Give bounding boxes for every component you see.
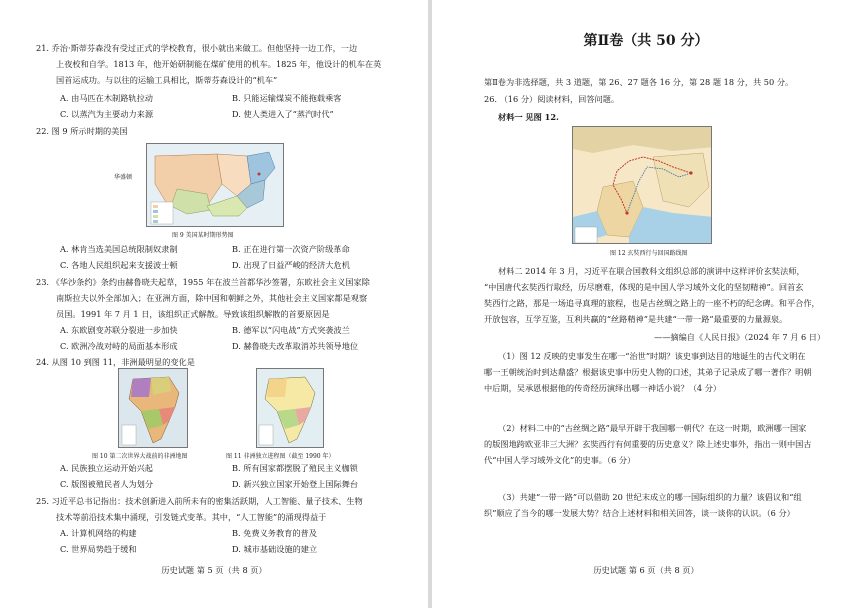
page-footer-left: 历史试题 第 5 页（共 8 页）	[161, 565, 267, 575]
q23-stem-line2: 南斯拉夫以外全部加入；在亚洲方面，除中国和朝鲜之外，其他社会主义国家都是观察	[56, 293, 368, 303]
q22-option-d: D. 出现了日益严峻的经济大危机	[232, 260, 350, 270]
q23-option-c: C. 欧洲冷战对峙的局面基本形成	[60, 341, 178, 351]
q21-option-a: A. 由马匹在木制路轨拉动	[60, 93, 153, 103]
q23-option-a: A. 东欧剧变苏联分裂进一步加快	[60, 325, 178, 335]
africa-map-figure10	[118, 368, 188, 448]
q25-stem-line2: 技术等前沿技术集中涌现，引发链式变革。其中，“人工智能”的涌现得益于	[56, 512, 327, 522]
figure11-caption: 图 11 非洲独立进程图（截至 1990 年）	[226, 453, 335, 460]
q25-option-b: B. 免费义务教育的普及	[232, 528, 317, 538]
figure9-caption: 图 9 美国某时期形势图	[172, 232, 234, 239]
q25-option-d: D. 城市基础设施的建立	[232, 544, 318, 554]
material-2-line2: “中国唐代玄奘西行取经，历尽磨难，体现的是中国人学习域外文化的坚韧精神”。回首玄	[484, 282, 804, 292]
question-2-line1: （2）材料二中的“古丝绸之路”最早开辟于我国哪一朝代？在这一时期，欧洲哪一国家	[498, 423, 807, 433]
question-2-line2: 的版图地跨欧亚非三大洲？玄奘西行有何重要的历史意义？除上述史事外，指出一则中国古	[484, 439, 812, 449]
question-2-line3: 代“中国人学习域外文化”的史事。（6 分）	[484, 455, 636, 465]
material-2-line3: 奘西行之路，那是一场追寻真理的旅程，也是古丝绸之路上的一座不朽的纪念碑。和平合作，	[484, 298, 820, 308]
q24-option-d: D. 新兴独立国家开始登上国际舞台	[232, 479, 359, 489]
q21-stem-line3: 国首运成功。与以往的运输工具相比，斯蒂芬森设计的“机车”	[56, 75, 278, 85]
xuanzang-route-map	[572, 126, 712, 244]
q25-option-c: C. 世界局势趋于缓和	[60, 544, 137, 554]
q22-option-a: A. 林肯当选美国总统限制奴隶制	[60, 244, 178, 254]
q24-option-a: A. 民族独立运动开始兴起	[60, 463, 153, 473]
material-2-line1: 材料二 2014 年 3 月，习近平在联合国教科文组织总部的演讲中这样评价玄奘法师，	[498, 266, 805, 276]
q23-option-b: B. 德军以“闪电战”方式突袭波兰	[232, 325, 350, 335]
question-3-line1: （3）共建“一带一路”可以借助 20 世纪末成立的哪一国际组织的力量？该倡议和“组	[498, 492, 802, 502]
africa-map-figure11	[256, 368, 324, 448]
q23-stem-line3: 员国。1991 年 7 月 1 日，该组织正式解散。导致该组织解散的首要原因是	[56, 309, 330, 319]
q21-stem-line1: 21. 乔治·斯蒂芬森没有受过正式的学校教育，很小就出来做工。但他坚持一边工作，一边	[36, 43, 358, 53]
q21-option-d: D. 使人类进入了“蒸汽时代”	[232, 109, 334, 119]
q22-option-c: C. 各地人民组织起来支援波士顿	[60, 260, 178, 270]
q21-stem-line2: 上夜校和自学。1813 年，他开始研制能在煤矿使用的机车。1825 年，他设计的机车在英	[56, 59, 382, 69]
question-1-line2: 哪一王朝统治时到达鼎盛？根据该史事中历史人物的口述，其弟子记录成了哪一著作？明朝	[484, 367, 812, 377]
q23-stem-line1: 23. 《华沙条约》条约由赫鲁晓夫起草，1955 年在波兰首都华沙签署，东欧社会主义国家除	[36, 277, 370, 287]
q25-stem-line1: 25. 习近平总书记指出：技术创新进入前所未有的密集活跃期，人工智能、量子技术、生物	[36, 496, 363, 506]
q24-stem: 24. 从图 10 到图 11，非洲最明显的变化是	[36, 357, 195, 367]
material-2-source: ——摘编自《人民日报》（2024 年 7 月 6 日）	[654, 332, 826, 342]
left-page	[0, 0, 428, 608]
q23-option-d: D. 赫鲁晓夫改革取消苏共领导地位	[232, 341, 359, 351]
q22-option-b: B. 正在进行第一次资产阶级革命	[232, 244, 350, 254]
question-1-line1: （1）图 12 反映的史事发生在哪一“治世”时期？该史事到达目的地诞生的古代文明在	[498, 351, 806, 361]
q24-option-b: B. 所有国家都摆脱了殖民主义枷锁	[232, 463, 358, 473]
figure12-caption: 图 12 玄奘西行与回国路线图	[610, 250, 688, 257]
section-title: 第Ⅱ卷（共 50 分）	[583, 33, 709, 49]
material-2-line4: 开放包容，互学互鉴，互利共赢的“丝路精神”是共建“一带一路”最重要的力量源泉。	[484, 314, 788, 324]
map-label-washington: 华盛顿	[114, 174, 133, 181]
q25-option-a: A. 计算机网络的构建	[60, 528, 137, 538]
q21-option-c: C. 以蒸汽为主要动力来源	[60, 109, 154, 119]
figure10-caption: 图 10 第二次世界大战前的非洲地图	[92, 453, 188, 460]
question-3-line2: 织”顺应了当今的哪一发展大势？结合上述材料和相关回答，谈一谈你的认识。（6 分）	[484, 508, 795, 518]
page-footer-right: 历史试题 第 6 页（共 8 页）	[593, 565, 699, 575]
material-1-label: 材料一 见图 12.	[498, 112, 559, 122]
q22-stem: 22. 图 9 所示时期的美国	[36, 126, 128, 136]
right-page	[432, 0, 860, 608]
section-description: 第Ⅱ卷为非选择题，共 3 道题，第 26、27 题各 16 分，第 28 题 18 分，共 50 分。	[484, 77, 794, 87]
question-1-line3: 中后期，吴承恩根据他的传奇经历演绎出哪一神话小说？（4 分）	[484, 383, 722, 393]
q24-option-c: C. 版图被殖民者人为划分	[60, 479, 154, 489]
us-map-figure9	[146, 143, 284, 227]
q26-heading: 26. （16 分）阅读材料，回答问题。	[484, 94, 620, 104]
q21-option-b: B. 只能运输煤炭不能拖载乘客	[232, 93, 342, 103]
